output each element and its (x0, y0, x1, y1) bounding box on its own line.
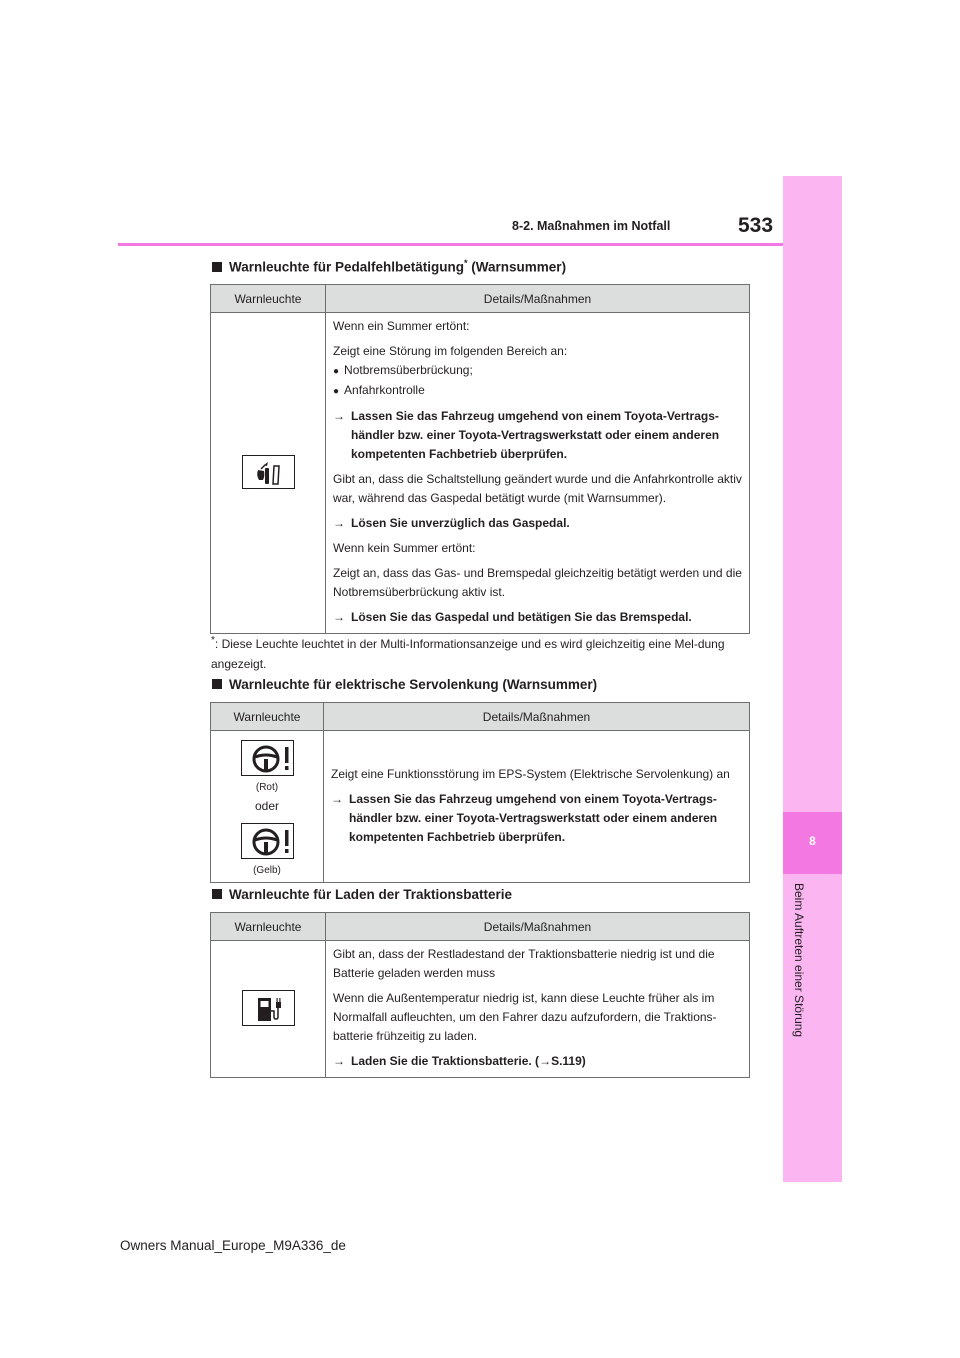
column-header-details: Details/Maßnahmen (326, 285, 750, 313)
action-instruction: → Lösen Sie unverzüglich das Gaspedal. (333, 514, 743, 533)
action-instruction: → Laden Sie die Traktionsbatterie. (→S.119) (333, 1052, 743, 1071)
chapter-title: Beim Auftreten einer Störung (792, 883, 806, 1038)
header-rule (118, 243, 783, 246)
icon-cell (211, 941, 326, 1078)
action-instruction: → Lassen Sie das Fahrzeug umgehend von einem Toyota-Vertrags-händler bzw. einer Toyota-Vertragswerkstatt oder einem anderen kompetenten Fachbetrieb überprüfen. (331, 790, 743, 847)
section-title: 8-2. Maßnahmen im Notfall (512, 219, 671, 233)
details-cell: Wenn ein Summer ertönt: Zeigt eine Störung im folgenden Bereich an: ● Notbremsüberbrückung; ● Anfahrkontrolle → Lassen Sie das Fahrzeug umgehend von einem Toyota-Vertrags-händler bzw. einer Toyota-Vertragswerkstatt oder einem anderen kompetenten Fachbetrieb überprüfen. Gibt an, dass die Schaltstellung geändert wurde und die Anfahrkontrolle aktiv war, während das Gaspedal betätigt wurde (mit Warnsummer). → Lösen Sie unverzüglich das Gaspedal. Wenn kein Summer ertönt: Zeigt an, dass das Gas- und Bremspedal gleichzeitig betätigt werden und die Notbremsüberbrückung aktiv ist. → Lösen Sie das Gaspedal und betätigen Sie das Bremspedal. (326, 313, 750, 634)
table-row (211, 731, 750, 883)
column-header-warnleuchte: Warnleuchte (211, 703, 324, 731)
table-row (211, 941, 750, 1078)
column-header-details: Details/Maßnahmen (324, 703, 750, 731)
column-header-warnleuchte: Warnleuchte (211, 913, 326, 941)
details-cell: Zeigt eine Funktionsstörung im EPS-System (Elektrische Servolenkung) an → Lassen Sie das Fahrzeug umgehend von einem Toyota-Vertrags-händler bzw. einer Toyota-Vertragswerkstatt oder einem anderen kompetenten Fachbetrieb überprüfen. (324, 731, 750, 883)
traction-battery-table (210, 912, 750, 1078)
square-bullet-icon (212, 889, 222, 899)
square-bullet-icon (212, 262, 222, 272)
steering-warning-icon (241, 823, 294, 859)
pedal-warning-table (210, 284, 750, 634)
table-header-row (211, 703, 750, 731)
pedal-misoperation-icon (242, 455, 295, 489)
column-header-details: Details/Maßnahmen (326, 913, 750, 941)
column-header-warnleuchte: Warnleuchte (211, 285, 326, 313)
steering-warning-icon (241, 740, 294, 776)
icon-cell (211, 731, 324, 883)
chapter-number: 8 (809, 834, 816, 848)
section-heading-pedal: Warnleuchte für Pedalfehlbetätigung* (Warnsummer) (212, 258, 566, 275)
details-cell: Gibt an, dass der Restladestand der Traktionsbatterie niedrig ist und die Batterie geladen werden muss Wenn die Außentemperatur niedrig ist, kann diese Leuchte früher als im Normalfall aufleuchten, um den Fahrer dazu aufzufordern, die Traktions-batterie frühzeitig zu laden. → Laden Sie die Traktionsbatterie. (→S.119) (326, 941, 750, 1078)
footnote: *: Diese Leuchte leuchtet in der Multi-Informationsanzeige und es wird gleichzeitig eine Mel-dung angezeigt. (211, 635, 725, 671)
document-footer: Owners Manual_Europe_M9A336_de (120, 1238, 346, 1253)
traction-battery-charge-icon (242, 990, 295, 1026)
table-row (211, 313, 750, 634)
icon-caption-red: (Rot) (255, 782, 279, 793)
table-header-row (211, 285, 750, 313)
eps-warning-table (210, 702, 750, 883)
action-instruction: → Lösen Sie das Gaspedal und betätigen Sie das Bremspedal. (333, 608, 743, 627)
table-header-row (211, 913, 750, 941)
section-heading-eps: Warnleuchte für elektrische Servolenkung (Warnsummer) (212, 677, 597, 692)
section-heading-traction-battery: Warnleuchte für Laden der Traktionsbatterie (212, 887, 512, 902)
list-item: ● Anfahrkontrolle (333, 381, 743, 401)
icon-cell (211, 313, 326, 634)
or-label: oder (254, 799, 280, 813)
page-number: 533 (738, 214, 774, 237)
icon-caption-yellow: (Gelb) (253, 865, 281, 876)
square-bullet-icon (212, 679, 222, 689)
list-item: ● Notbremsüberbrückung; (333, 361, 743, 381)
action-instruction: → Lassen Sie das Fahrzeug umgehend von einem Toyota-Vertrags-händler bzw. einer Toyota-Vertragswerkstatt oder einem anderen kompetenten Fachbetrieb überprüfen. (333, 407, 743, 464)
page-reference-link[interactable]: →S.119 (539, 1054, 582, 1068)
